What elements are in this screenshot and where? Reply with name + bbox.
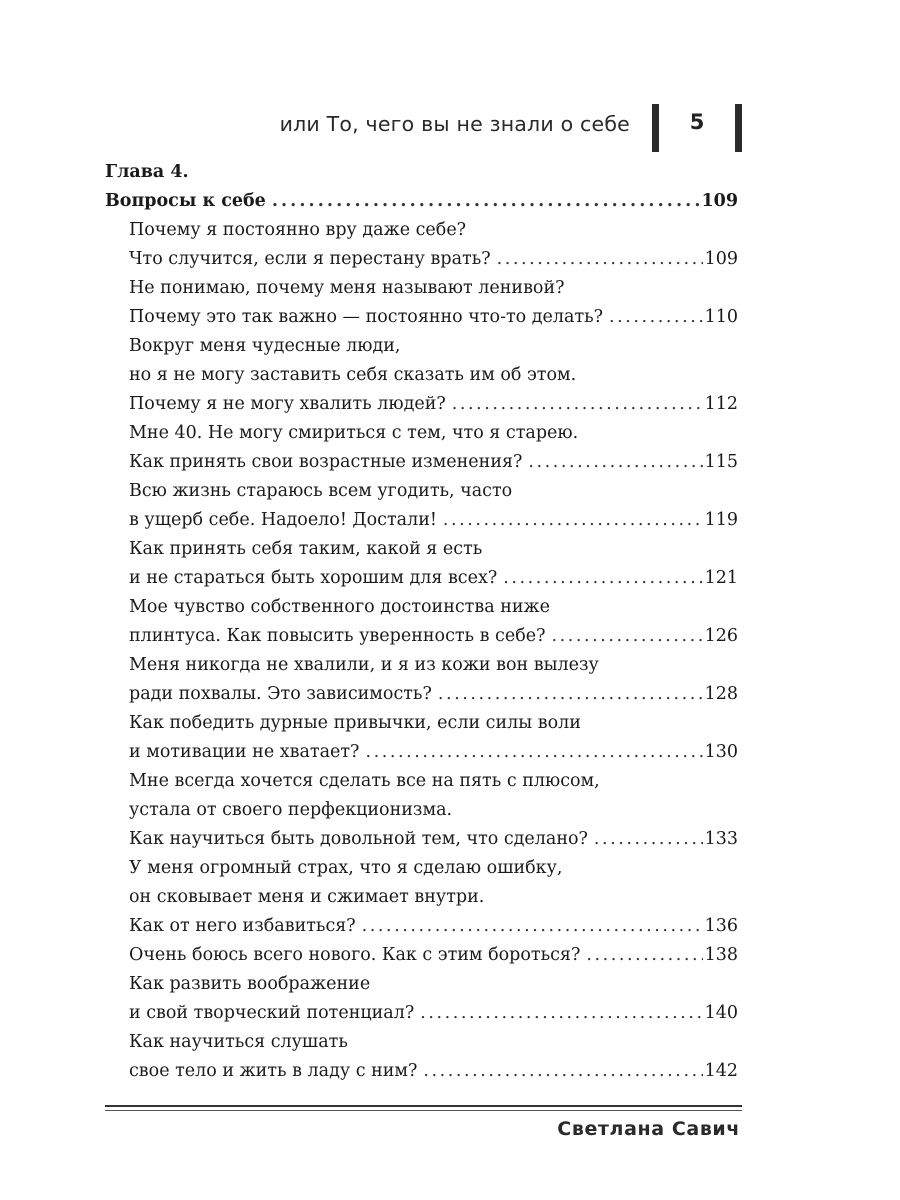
toc-entry-text: свое тело и жить в ладу с ним? — [129, 1061, 418, 1081]
leader-dots — [594, 825, 703, 854]
author-name: Светлана Савич — [557, 1118, 740, 1140]
footer-rule-thin — [105, 1110, 742, 1111]
toc-entry-text: Не понимаю, почему меня называют ленивой? — [129, 278, 565, 298]
toc-entry-page: 133 — [704, 829, 738, 849]
leader-dots — [423, 1057, 702, 1086]
toc-entry-line — [129, 651, 738, 680]
chapter-title-line[interactable] — [105, 187, 738, 216]
toc-entry-line — [129, 970, 738, 999]
toc-entry-line — [129, 535, 738, 564]
toc-entry-page: 112 — [704, 394, 738, 414]
toc-entry-text: Меня никогда не хвалили, и я из кожи вон вылезу — [129, 655, 599, 675]
leader-dots — [272, 187, 700, 216]
toc-entry-page: 115 — [704, 452, 738, 472]
toc-entry-text: и не стараться быть хорошим для всех? — [129, 568, 498, 588]
toc-entry-text: Почему я постоянно вру даже себе? — [129, 220, 467, 240]
toc-entry[interactable] — [129, 854, 738, 941]
toc-entry-line — [129, 593, 738, 622]
toc-entry[interactable] — [129, 535, 738, 593]
toc-entry-page: 126 — [704, 626, 738, 646]
toc-entry-text: ради похвалы. Это зависимость? — [129, 684, 432, 704]
toc-entry-text: но я не могу заставить себя сказать им об этом. — [129, 365, 577, 385]
toc-entry-line — [129, 477, 738, 506]
toc-entry-line — [129, 767, 738, 796]
toc-entry-text: Как принять свои возрастные изменения? — [129, 452, 523, 472]
toc-entry-text: Почему это так важно — постоянно что-то делать? — [129, 307, 604, 327]
toc-entry[interactable] — [129, 767, 738, 854]
toc-entry-text: плинтуса. Как повысить уверенность в себе? — [129, 626, 546, 646]
toc-entry-text: Как научиться слушать — [129, 1032, 348, 1052]
toc-entry-text: Как развить воображение — [129, 974, 371, 994]
toc-entry-page: 136 — [704, 916, 738, 936]
toc-entry[interactable] — [129, 274, 738, 332]
leader-dots — [365, 738, 702, 767]
page-number: 5 — [689, 110, 705, 134]
leader-dots — [609, 303, 703, 332]
toc-entry[interactable] — [129, 1028, 738, 1086]
toc-entry-page: 109 — [704, 249, 738, 269]
toc-entry-text: Что случится, если я перестану врать? — [129, 249, 491, 269]
leader-dots — [443, 506, 703, 535]
toc-entry[interactable] — [129, 651, 738, 709]
toc-entry-page: 110 — [704, 307, 738, 327]
toc-entry-line — [129, 303, 738, 332]
toc-entry-line — [129, 738, 738, 767]
toc-entry-page: 128 — [704, 684, 738, 704]
toc-entry-text: устала от своего перфекционизма. — [129, 800, 453, 820]
toc-entry-line — [129, 332, 738, 361]
toc-entry-line — [129, 796, 738, 825]
toc-entry-text: Мое чувство собственного достоинства ниже — [129, 597, 550, 617]
toc-entry-line — [129, 622, 738, 651]
toc-entry-line — [129, 448, 738, 477]
toc-entry-line — [129, 883, 738, 912]
chapter-title: Вопросы к себе — [105, 191, 266, 211]
toc-entry[interactable] — [129, 419, 738, 477]
running-title: или То, чего вы не знали о себе — [279, 112, 630, 136]
toc-entry-text: и свой творческий потенциал? — [129, 1003, 415, 1023]
toc-entry[interactable] — [129, 593, 738, 651]
leader-dots — [497, 245, 703, 274]
running-header — [0, 104, 900, 154]
toc-entry[interactable] — [129, 941, 738, 970]
toc-entry-line — [129, 216, 738, 245]
toc-entry-text: он сковывает меня и сжимает внутри. — [129, 887, 485, 907]
table-of-contents — [105, 158, 738, 1086]
footer-rule — [105, 1105, 742, 1107]
toc-entry-text: Всю жизнь стараюсь всем угодить, часто — [129, 481, 513, 501]
toc-entry-line — [129, 854, 738, 883]
chapter-label: Глава 4. — [105, 162, 189, 182]
toc-entry-page: 142 — [704, 1061, 738, 1081]
toc-entry-text: в ущерб себе. Надоело! Достали! — [129, 510, 437, 530]
leader-dots — [528, 448, 702, 477]
toc-entry-text: Вокруг меня чудесные люди, — [129, 336, 401, 356]
leader-dots — [552, 622, 703, 651]
toc-entry-line — [129, 274, 738, 303]
toc-entry-line — [129, 825, 738, 854]
toc-entry-line — [129, 361, 738, 390]
toc-entry-page: 138 — [704, 945, 738, 965]
toc-entry[interactable] — [129, 332, 738, 419]
leader-dots — [420, 999, 702, 1028]
leader-dots — [438, 680, 703, 709]
leader-dots — [452, 390, 703, 419]
toc-entry-text: Мне всегда хочется сделать все на пять с плюсом, — [129, 771, 600, 791]
toc-entry[interactable] — [129, 216, 738, 274]
toc-entry-line — [129, 564, 738, 593]
toc-entry-page: 121 — [704, 568, 738, 588]
toc-entry[interactable] — [129, 970, 738, 1028]
toc-entry-line — [129, 941, 738, 970]
toc-entry-line — [129, 680, 738, 709]
toc-entry-line — [129, 245, 738, 274]
toc-entry[interactable] — [129, 477, 738, 535]
toc-entry-line — [129, 999, 738, 1028]
chapter-page: 109 — [701, 191, 738, 211]
toc-entry-page: 140 — [704, 1003, 738, 1023]
toc-entry-text: и мотивации не хватает? — [129, 742, 360, 762]
toc-entries — [105, 216, 738, 1086]
leader-dots — [503, 564, 702, 593]
toc-entry-text: Как принять себя таким, какой я есть — [129, 539, 483, 559]
toc-entry-page: 119 — [704, 510, 738, 530]
toc-entry-text: Очень боюсь всего нового. Как с этим бороться? — [129, 945, 581, 965]
toc-entry-line — [129, 912, 738, 941]
toc-entry-text: У меня огромный страх, что я сделаю ошибку, — [129, 858, 563, 878]
leader-dots — [586, 941, 702, 970]
toc-entry-text: Как от него избавиться? — [129, 916, 356, 936]
toc-entry-line — [129, 1028, 738, 1057]
toc-entry-line — [129, 390, 738, 419]
toc-entry[interactable] — [129, 709, 738, 767]
toc-entry-line — [129, 419, 738, 448]
toc-entry-page: 130 — [704, 742, 738, 762]
toc-entry-text: Мне 40. Не могу смириться с тем, что я старею. — [129, 423, 579, 443]
toc-entry-line — [129, 506, 738, 535]
toc-entry-line — [129, 1057, 738, 1086]
toc-entry-line — [129, 709, 738, 738]
toc-entry-text: Как победить дурные привычки, если силы воли — [129, 713, 581, 733]
toc-entry-text: Как научиться быть довольной тем, что сделано? — [129, 829, 588, 849]
header-bar-left — [652, 104, 659, 152]
toc-entry-text: Почему я не могу хвалить людей? — [129, 394, 446, 414]
header-bar-right — [735, 104, 742, 152]
leader-dots — [362, 912, 703, 941]
